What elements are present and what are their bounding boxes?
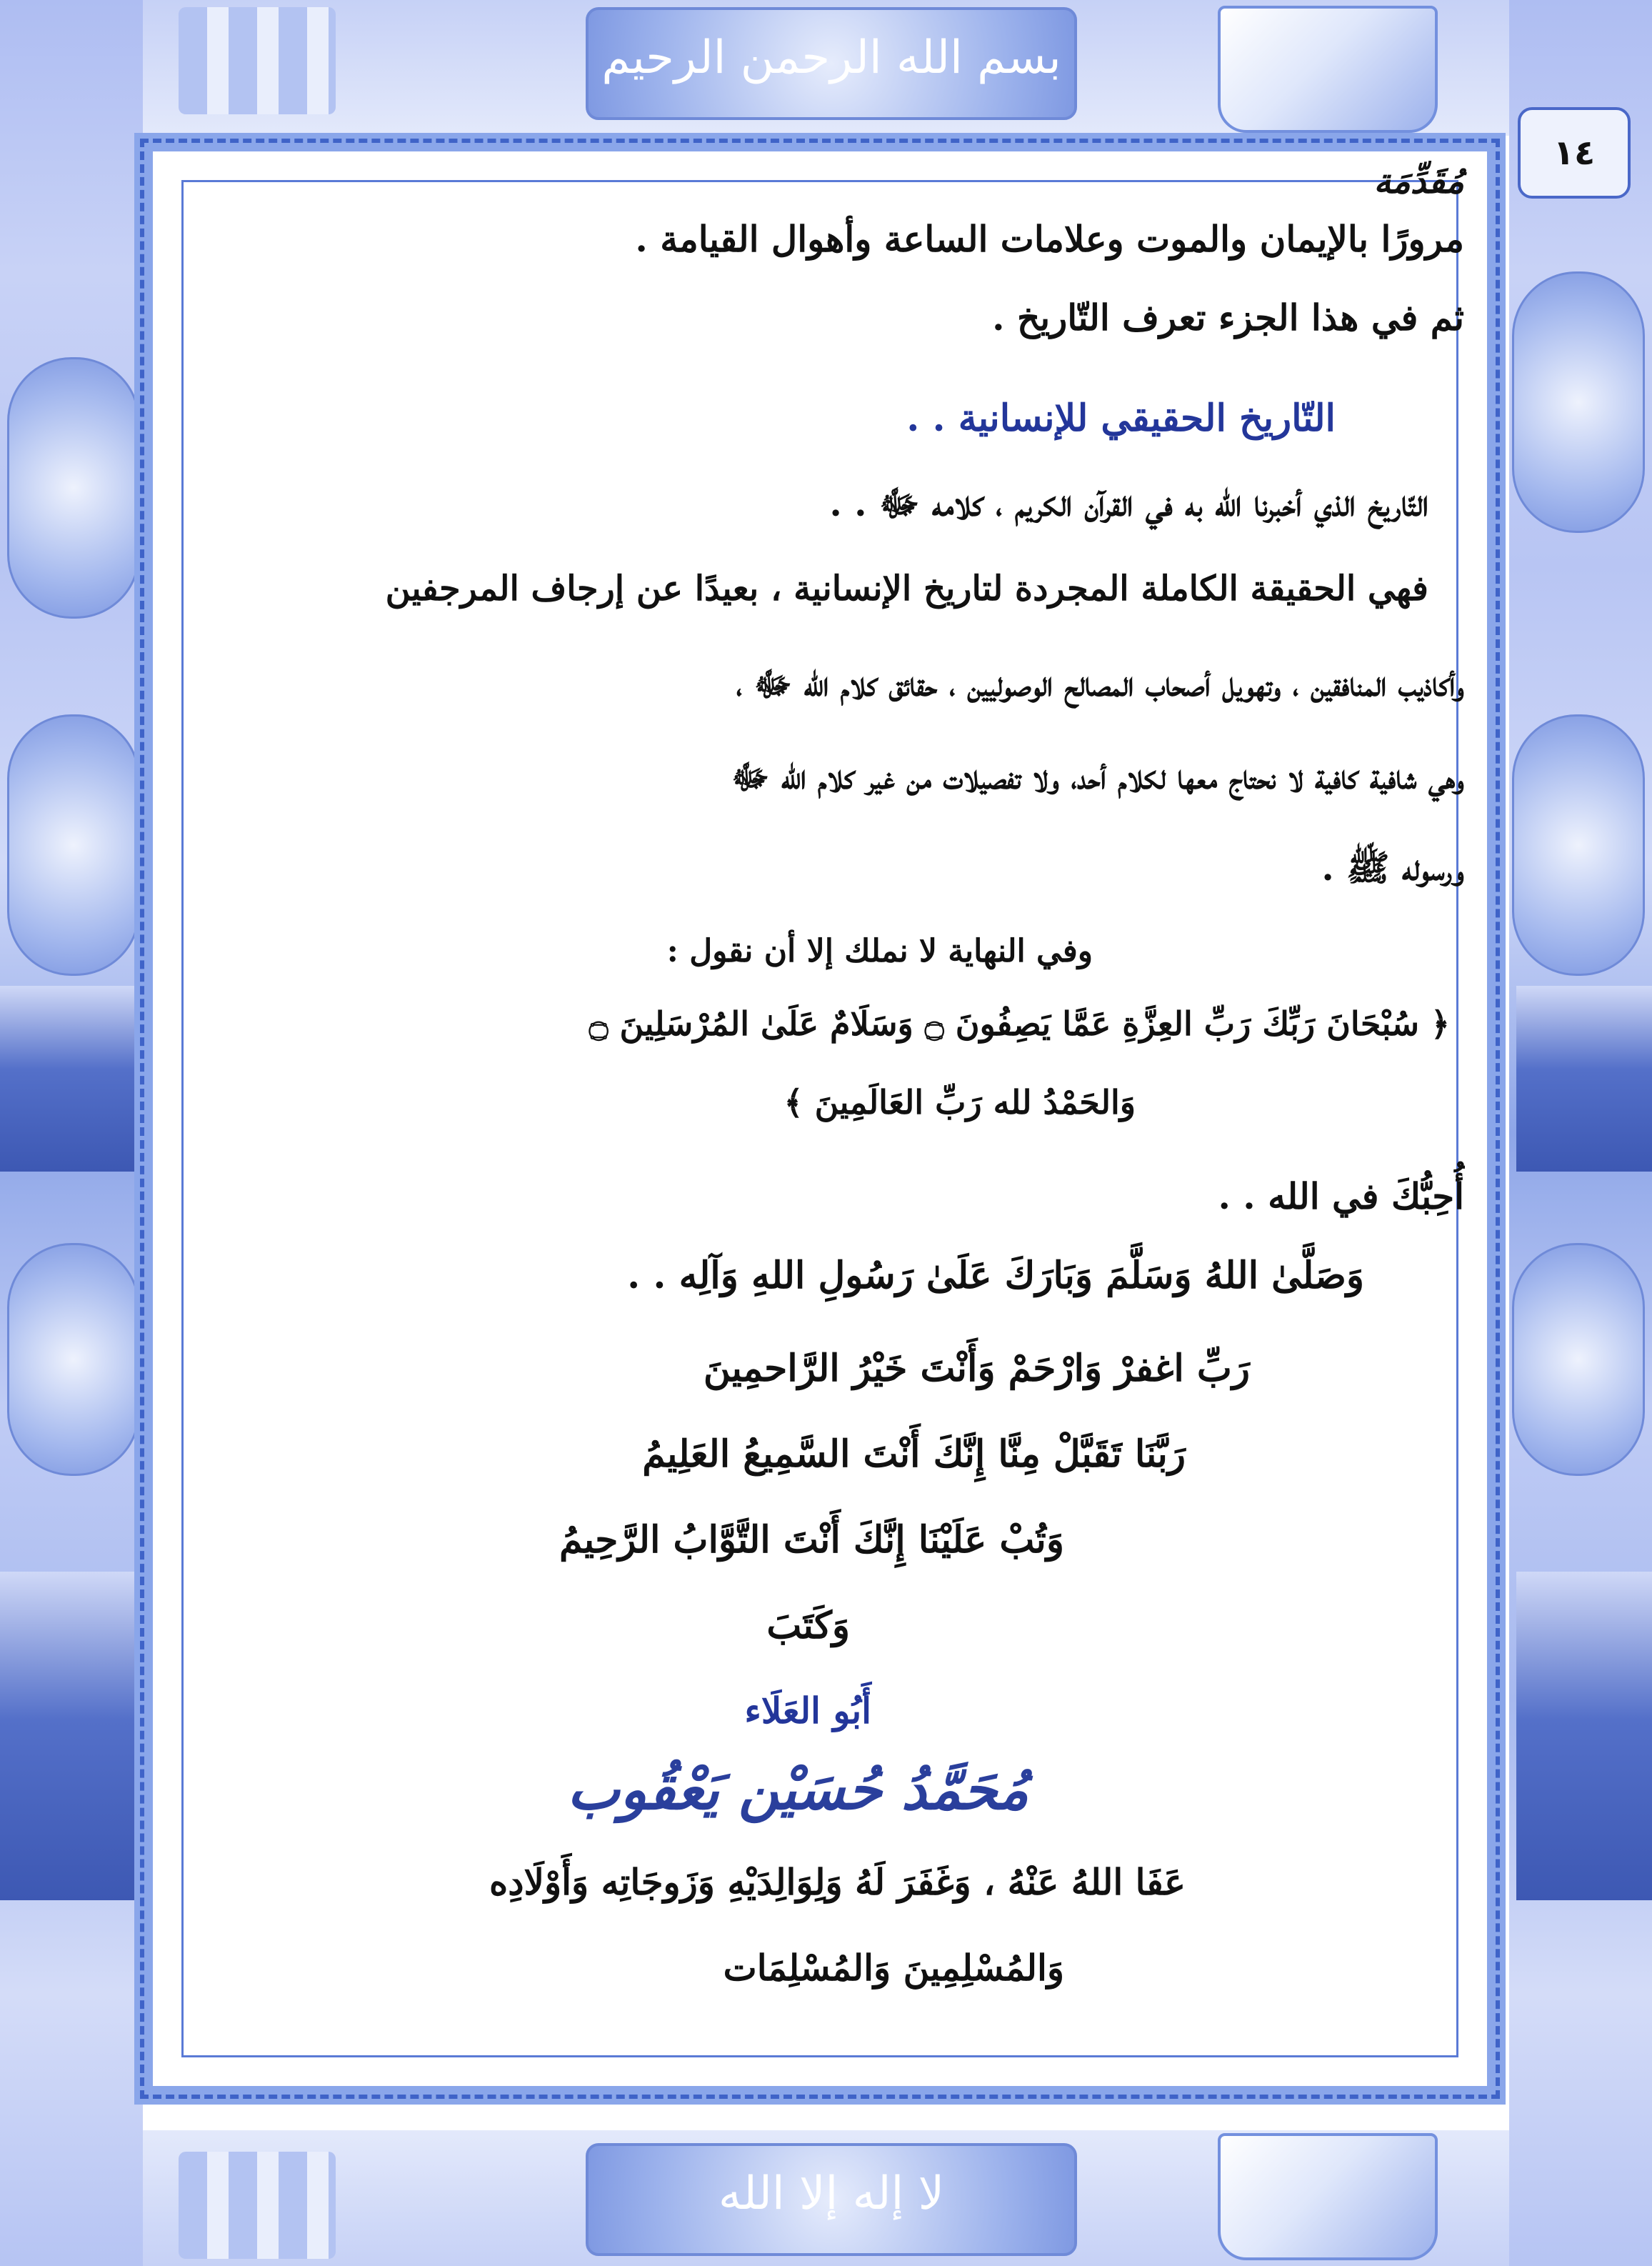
- text-line: وهي شافية كافية لا نحتاج معها لكلام أحد، ولا تفصيلات من غير كلام الله ﷻ: [731, 758, 1464, 797]
- calligraphy-medallion-icon: [7, 714, 140, 976]
- text-line: مرورًا بالإيمان والموت وعلامات الساعة وأهوال القيامة .: [635, 218, 1464, 260]
- calligraphy-medallion-icon: [1512, 271, 1645, 533]
- dua-line: رَبِّ اغفرْ وَارْحَمْ وَأَنْتَ خَيْرُ الرَّاحمِينَ: [703, 1347, 1250, 1390]
- calligraphy-medallion-icon: [7, 357, 140, 619]
- calligraphy-medallion-icon: [1512, 1243, 1645, 1476]
- quran-verse: وَالحَمْدُ لله رَبِّ العَالَمِينَ ﴾: [784, 1083, 1136, 1122]
- text-line: وَالمُسْلِمِينَ وَالمُسْلِمَات: [723, 1947, 1064, 1989]
- kaaba-image: [1516, 986, 1652, 1172]
- candles-icon: [179, 7, 336, 114]
- text-line: وأكاذيب المنافقين ، وتهويل أصحاب المصالح الوصوليين ، حقائق كلام الله ﷻ ،: [736, 665, 1464, 704]
- header-calligraphy-emblem: [586, 7, 1077, 120]
- text-line: عَفَا اللهُ عَنْهُ ، وَغَفَرَ لَهُ وَلِوَالِدَيْهِ وَزَوجَاتِه وَأَوْلَادِه: [489, 1861, 1186, 1903]
- calligraphy-medallion-icon: [1512, 714, 1645, 976]
- section-heading: التّاريخ الحقيقي للإنسانية . .: [906, 396, 1336, 440]
- candles-icon: [179, 2152, 336, 2259]
- text-line: وَصَلَّىٰ اللهُ وَسَلَّمَ وَبَارَكَ عَلَىٰ رَسُولِ اللهِ وَآلِه . .: [627, 1254, 1364, 1297]
- dua-line: رَبَّنَا تَقَبَّلْ مِنَّا إِنَّكَ أَنْتَ السَّمِيعُ العَلِيمُ: [642, 1432, 1186, 1476]
- section-title: مُقَدِّمَة: [1373, 161, 1464, 201]
- kaaba-image: [0, 986, 136, 1172]
- text-line: وَكَتَبَ: [766, 1604, 850, 1647]
- page-content: [171, 143, 1471, 2072]
- page-number: ١٤: [1518, 107, 1631, 199]
- text-line: أُحِبُّكَ في الله . .: [1218, 1175, 1464, 1217]
- text-line: وفي النهاية لا نملك إلا أن نقول :: [666, 933, 1093, 969]
- text-line: فهي الحقيقة الكاملة المجردة لتاريخ الإنسانية ، بعيدًا عن إرجاف المرجفين: [385, 569, 1428, 609]
- footer-calligraphy-text: لا إله إلا الله: [718, 2167, 945, 2220]
- open-book-icon: [1218, 2133, 1438, 2260]
- quran-verse: ﴿ سُبْحَانَ رَبِّكَ رَبِّ العِزَّةِ عَمَّا يَصِفُونَ ۝ وَسَلَامٌ عَلَىٰ المُرْسَلِينَ ۝: [589, 1004, 1450, 1043]
- header-calligraphy-text: بسم الله الرحمن الرحيم: [601, 31, 1061, 84]
- text-line: ورسوله ﷺ .: [1321, 847, 1464, 889]
- text-line: ثم في هذا الجزء تعرف التّاريخ .: [992, 296, 1464, 339]
- dua-line: وَتُبْ عَلَيْنَا إِنَّكَ أَنْتَ التَّوَّابُ الرَّحِيمُ: [559, 1518, 1064, 1562]
- mosque-dome-image: [1516, 1572, 1652, 1900]
- open-book-icon: [1218, 6, 1438, 133]
- author-kunya: أَبُو العَلَاء: [744, 1689, 871, 1732]
- text-line: التّاريخ الذي أخبرنا الله به في القرآن الكريم ، كلامه ﷻ . .: [829, 482, 1428, 524]
- author-signature: مُحَمَّدُ حُسَيْن يَعْقُوب: [567, 1757, 1028, 1822]
- mosque-dome-image: [0, 1572, 136, 1900]
- footer-calligraphy-emblem: [586, 2143, 1077, 2256]
- calligraphy-medallion-icon: [7, 1243, 140, 1476]
